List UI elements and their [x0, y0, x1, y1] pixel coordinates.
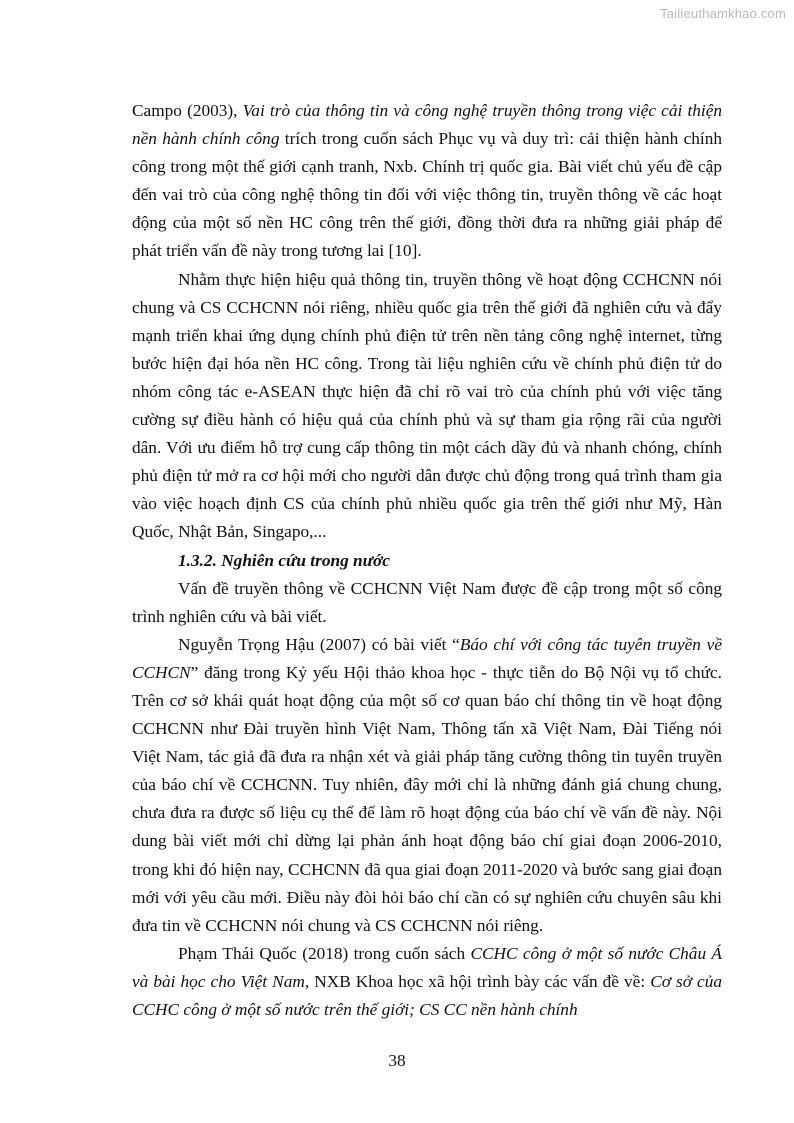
section-heading: 1.3.2. Nghiên cứu trong nước [178, 550, 390, 570]
paragraph-campo: Campo (2003), Vai trò của thông tin và công nghệ truyền thông trong việc cải thiện nền hành chính công trích trong cuốn sách Phục vụ và duy trì: cải thiện hành chính công trong một thế giới cạnh tranh, Nxb. Chính trị quốc gia. Bài viết chủ yếu đề cập đến vai trò của công nghệ thông tin đối với việc thông tin, truyền thông về các hoạt động của một số nền HC công trên thế giới, đồng thời đưa ra những giải pháp để phát triển vấn đề này trong tương lai [10]. [132, 101, 723, 261]
page-number: 38 [388, 1051, 406, 1070]
paragraph-nguyen-trong-hau: Nguyễn Trọng Hậu (2007) có bài viết “Báo chí với công tác tuyên truyền về CCHCN” đăng trong Kỷ yếu Hội thảo khoa học - thực tiễn do Bộ Nội vụ tổ chức. Trên cơ sở khái quát hoạt động của một số cơ quan báo chí thông tin về hoạt động CCHCNN như Đài truyền hình Việt Nam, Thông tấn xã Việt Nam, Đài Tiếng nói Việt Nam, tác giả đã đưa ra nhận xét và giải pháp tăng cường thông tin tuyên truyền của báo chí về CCHCNN. Tuy nhiên, đây mới chỉ là những đánh giá chung chung, chưa đưa ra được số liệu cụ thể để làm rõ hoạt động của báo chí về vấn đề này. Nội dung bài viết mới chỉ dừng lại phản ánh hoạt động báo chí giai đoạn 2006-2010, trong khi đó hiện nay, CCHCNN đã qua giai đoạn 2011-2020 và bước sang giai đoạn mới với yêu cầu mới. Điều này đòi hỏi báo chí cần có sự nghiên cứu chuyên sâu khi đưa tin về CCHCNN nói chung và CS CCHCNN nói riêng. [132, 634, 722, 935]
italic-title: CCHC công ở một số nước Châu Á và bài học cho Việt Nam [132, 943, 722, 991]
paragraph-intro: Vấn đề truyền thông về CCHCNN Việt Nam được đề cập trong một số công trình nghiên cứu và bài viết. [132, 578, 722, 626]
italic-title: Vai trò của thông tin và công nghệ truyền thông trong việc cải thiện nền hành chính công [132, 101, 723, 149]
italic-title: Báo chí với công tác tuyên truyền về CCHCN [132, 634, 722, 682]
italic-topic: Cơ sở của CCHC công ở một số nước trên thế giới; CS CC nền hành chính [132, 971, 723, 1019]
watermark: Tailieuthamkhao.com [660, 6, 786, 21]
paragraph-pham-thai-quoc: Phạm Thái Quốc (2018) trong cuốn sách CCHC công ở một số nước Châu Á và bài học cho Việt Nam, NXB Khoa học xã hội trình bày các vấn đề về: Cơ sở của CCHC công ở một số nước trên thế giới; CS CC nền hành chính [132, 943, 723, 1019]
document-body [132, 97, 722, 1024]
paragraph-e-government: Nhằm thực hiện hiệu quả thông tin, truyền thông về hoạt động CCHCNN nói chung và CS CCHCNN nói riêng, nhiều quốc gia trên thế giới đã nghiên cứu và đẩy mạnh triển khai ứng dụng chính phủ điện tử trên nền tảng công nghệ internet, từng bước hiện đại hóa nền HC công. Trong tài liệu nghiên cứu về chính phủ điện tử do nhóm công tác e-ASEAN thực hiện đã chỉ rõ vai trò của chính phủ với việc tăng cường sự điều hành có hiệu quả của chính phủ và sự tham gia rộng rãi của người dân. Với ưu điểm hỗ trợ cung cấp thông tin một cách dầy đủ và nhanh chóng, chính phủ điện tử mở ra cơ hội mới cho người dân được chủ động trong quá trình tham gia vào việc hoạch định CS của chính phủ nhiều quốc gia trên thế giới như Mỹ, Hàn Quốc, Nhật Bản, Singapo,... [132, 269, 722, 542]
